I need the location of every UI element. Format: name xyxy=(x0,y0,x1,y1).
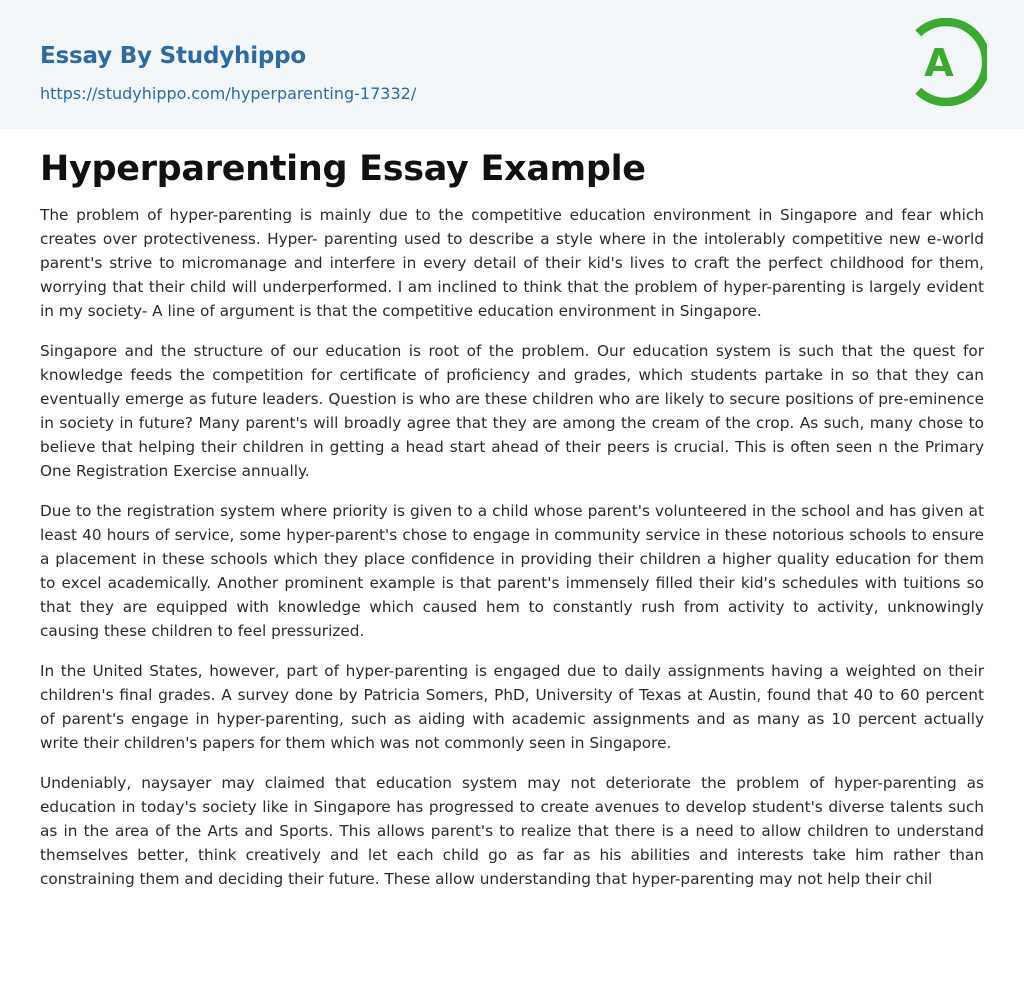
studyhippo-a-logo-icon[interactable] xyxy=(907,18,987,106)
source-url-link[interactable]: https://studyhippo.com/hyperparenting-17332/ xyxy=(40,84,417,103)
logo-letter: A xyxy=(924,41,954,85)
essay-paragraph-4: In the United States, however, part of hyper-parenting is engaged due to daily assignments having a weighted on their children's final grades. A survey done by Patricia Somers, PhD, University of Texas at Austin, found that 40 to 60 percent of parent's engage in hyper-parenting, such as aiding with academic assignments and as many as 10 percent actually write their children's papers for them which was not commonly seen in Singapore. xyxy=(40,662,984,752)
page-header xyxy=(0,0,1024,129)
essay-paragraph-3: Due to the registration system where priority is given to a child whose parent's volunteered in the school and has given at least 40 hours of service, some hyper-parent's chose to engage in community service in these notorious schools to ensure a placement in these schools which they place confidence in providing their children a higher quality education for them to excel academically. Another prominent example is that parent's immensely filled their kid's schedules with tuitions so that they are equipped with knowledge which caused hem to constantly rush from activity to activity, unknowingly causing these children to feel pressurized. xyxy=(40,502,984,640)
essay-paragraph-1: The problem of hyper-parenting is mainly due to the competitive education environment in Singapore and fear which creates over protectiveness. Hyper- parenting used to describe a style where in the intolerably competitive new e-world parent's strive to micromanage and interfere in every detail of their kid's lives to craft the perfect childhood for them, worrying that their child will underperformed. I am inclined to think that the problem of hyper-parenting is largely evident in my society- A line of argument is that the competitive education environment in Singapore. xyxy=(40,206,984,320)
essay-title: Hyperparenting Essay Example xyxy=(40,149,646,189)
brand-title[interactable]: Essay By Studyhippo xyxy=(40,43,307,69)
essay-content xyxy=(40,129,984,891)
essay-paragraph-5: Undeniably, naysayer may claimed that education system may not deteriorate the problem of hyper-parenting as education in today's society like in Singapore has progressed to create avenues to develop student's diverse talents such as in the area of the Arts and Sports. This allows parent's to realize that there is a need to allow children to understand themselves better, think creatively and let each child go as far as his abilities and interests take him rather than constraining them and deciding their future. These allow understanding that hyper-parenting may not help their chil xyxy=(40,774,984,888)
essay-paragraph-2: Singapore and the structure of our education is root of the problem. Our education system is such that the quest for knowledge feeds the competition for certificate of proficiency and grades, which students partake in so that they can eventually emerge as future leaders. Question is who are these children who are likely to secure positions of pre-eminence in society in future? Many parent's will broadly agree that they are among the cream of the crop. As such, many chose to believe that helping their children in getting a head start ahead of their peers is crucial. This is often seen n the Primary One Registration Exercise annually. xyxy=(40,342,984,480)
